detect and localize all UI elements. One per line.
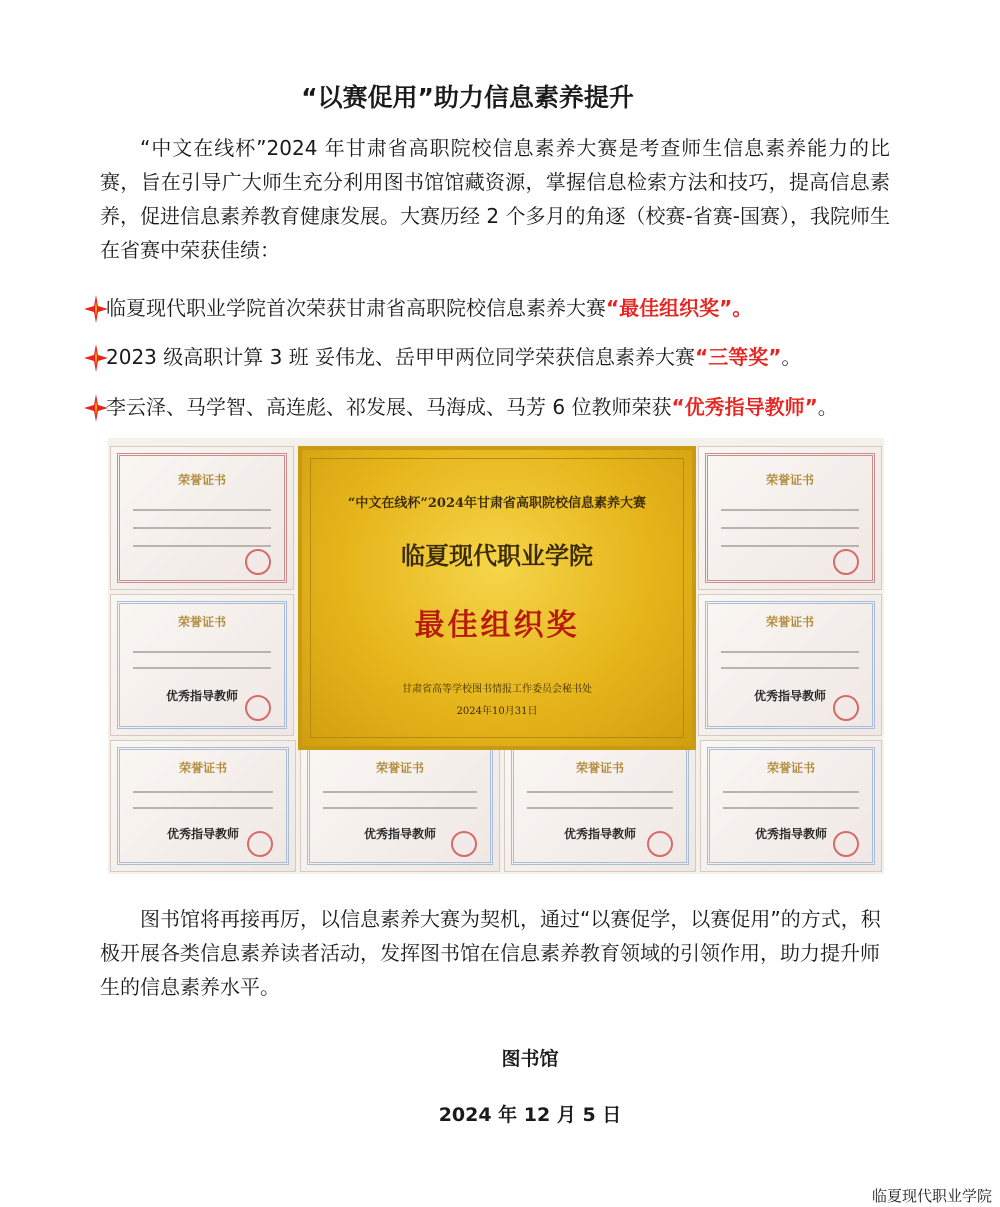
sparkle-icon: [84, 346, 106, 372]
bullet-item: [84, 292, 752, 323]
bullet-highlight: “三等奖”: [695, 345, 782, 369]
plaque-date: 2024年10月31日: [456, 706, 538, 717]
seal-icon: [247, 831, 273, 857]
bullet-item: [84, 341, 801, 372]
certificate-image: [110, 740, 296, 872]
closing-paragraph: [100, 902, 890, 1004]
certificate-award: 优秀指导教师: [165, 689, 238, 703]
certificate-title: 荣誉证书: [177, 615, 226, 629]
plaque-college: 临夏现代职业学院: [401, 541, 593, 570]
certificate-image: [110, 594, 294, 736]
bullet-highlight: “优秀指导教师”: [671, 395, 818, 419]
certificate-image: [300, 740, 500, 872]
award-photo-collage: [108, 438, 884, 874]
certificate-title: 荣誉证书: [177, 473, 226, 487]
award-plaque: [298, 446, 696, 750]
certificate-image: [698, 446, 882, 590]
certificate-award: 优秀指导教师: [363, 827, 436, 841]
bullet-text: 李云泽、马学智、高连彪、祁发展、马海成、马芳 6 位教师荣获: [106, 395, 672, 419]
bullet-text: 临夏现代职业学院首次荣获甘肃省高职院校信息素养大赛: [106, 296, 606, 320]
article-title: “以赛促用”助力信息素养提升: [301, 83, 634, 112]
certificate-award: 优秀指导教师: [753, 689, 826, 703]
bullet-end: 。: [817, 395, 838, 419]
publish-date: 2024 年 12 月 5 日: [438, 1104, 622, 1126]
seal-icon: [833, 831, 859, 857]
certificate-image: [504, 740, 696, 872]
seal-icon: [245, 695, 271, 721]
certificate-image: [698, 594, 882, 736]
certificate-award: 优秀指导教师: [166, 827, 239, 841]
seal-icon: [647, 831, 673, 857]
certificate-title: 荣誉证书: [765, 615, 814, 629]
certificate-award: 优秀指导教师: [754, 827, 827, 841]
seal-icon: [833, 695, 859, 721]
plaque-competition: “中文在线杯”2024年甘肃省高职院校信息素养大赛: [347, 496, 647, 511]
intro-paragraph: [100, 131, 890, 267]
certificate-image: [700, 740, 882, 872]
certificate-title: 荣誉证书: [575, 761, 624, 775]
seal-icon: [833, 549, 859, 575]
bullet-highlight: “最佳组织奖”: [606, 296, 733, 320]
bullet-end: 。: [781, 345, 802, 369]
watermark: 临夏现代职业学院: [871, 1187, 992, 1205]
sparkle-icon: [84, 396, 106, 422]
certificate-title: 荣誉证书: [766, 761, 815, 775]
bullet-text: 2023 级高职计算 3 班 妥伟龙、岳甲甲两位同学荣获信息素养大赛: [106, 345, 696, 369]
bullet-end: 。: [732, 296, 753, 320]
certificate-award: 优秀指导教师: [563, 827, 636, 841]
plaque-issuer: 甘肃省高等学校图书情报工作委员会秘书处: [402, 684, 592, 695]
closing-text: 图书馆将再接再厉，以信息素养大赛为契机，通过“以赛促学，以赛促用”的方式，积极开展各类信息素养读者活动，发挥图书馆在信息素养教育领域的引领作用，助力提升师生的信息素养水平。: [100, 907, 881, 999]
bullet-item: [84, 391, 838, 422]
certificate-title: 荣誉证书: [765, 473, 814, 487]
certificate-title: 荣誉证书: [178, 761, 227, 775]
certificate-image: [110, 446, 294, 590]
plaque-award: 最佳组织奖: [414, 608, 580, 643]
certificate-title: 荣誉证书: [375, 761, 424, 775]
seal-icon: [451, 831, 477, 857]
sparkle-icon: [84, 297, 106, 323]
signer: 图书馆: [501, 1048, 559, 1070]
seal-icon: [245, 549, 271, 575]
intro-text: “中文在线杯”2024 年甘肃省高职院校信息素养大赛是考查师生信息素养能力的比赛，旨在引导广大师生充分利用图书馆馆藏资源，掌握信息检索方法和技巧，提高信息素养，促进信息素养教育健康发展。大赛历经 2 个多月的角逐（校赛-省赛-国赛），我院师生在省赛中荣获佳绩：: [100, 136, 890, 262]
